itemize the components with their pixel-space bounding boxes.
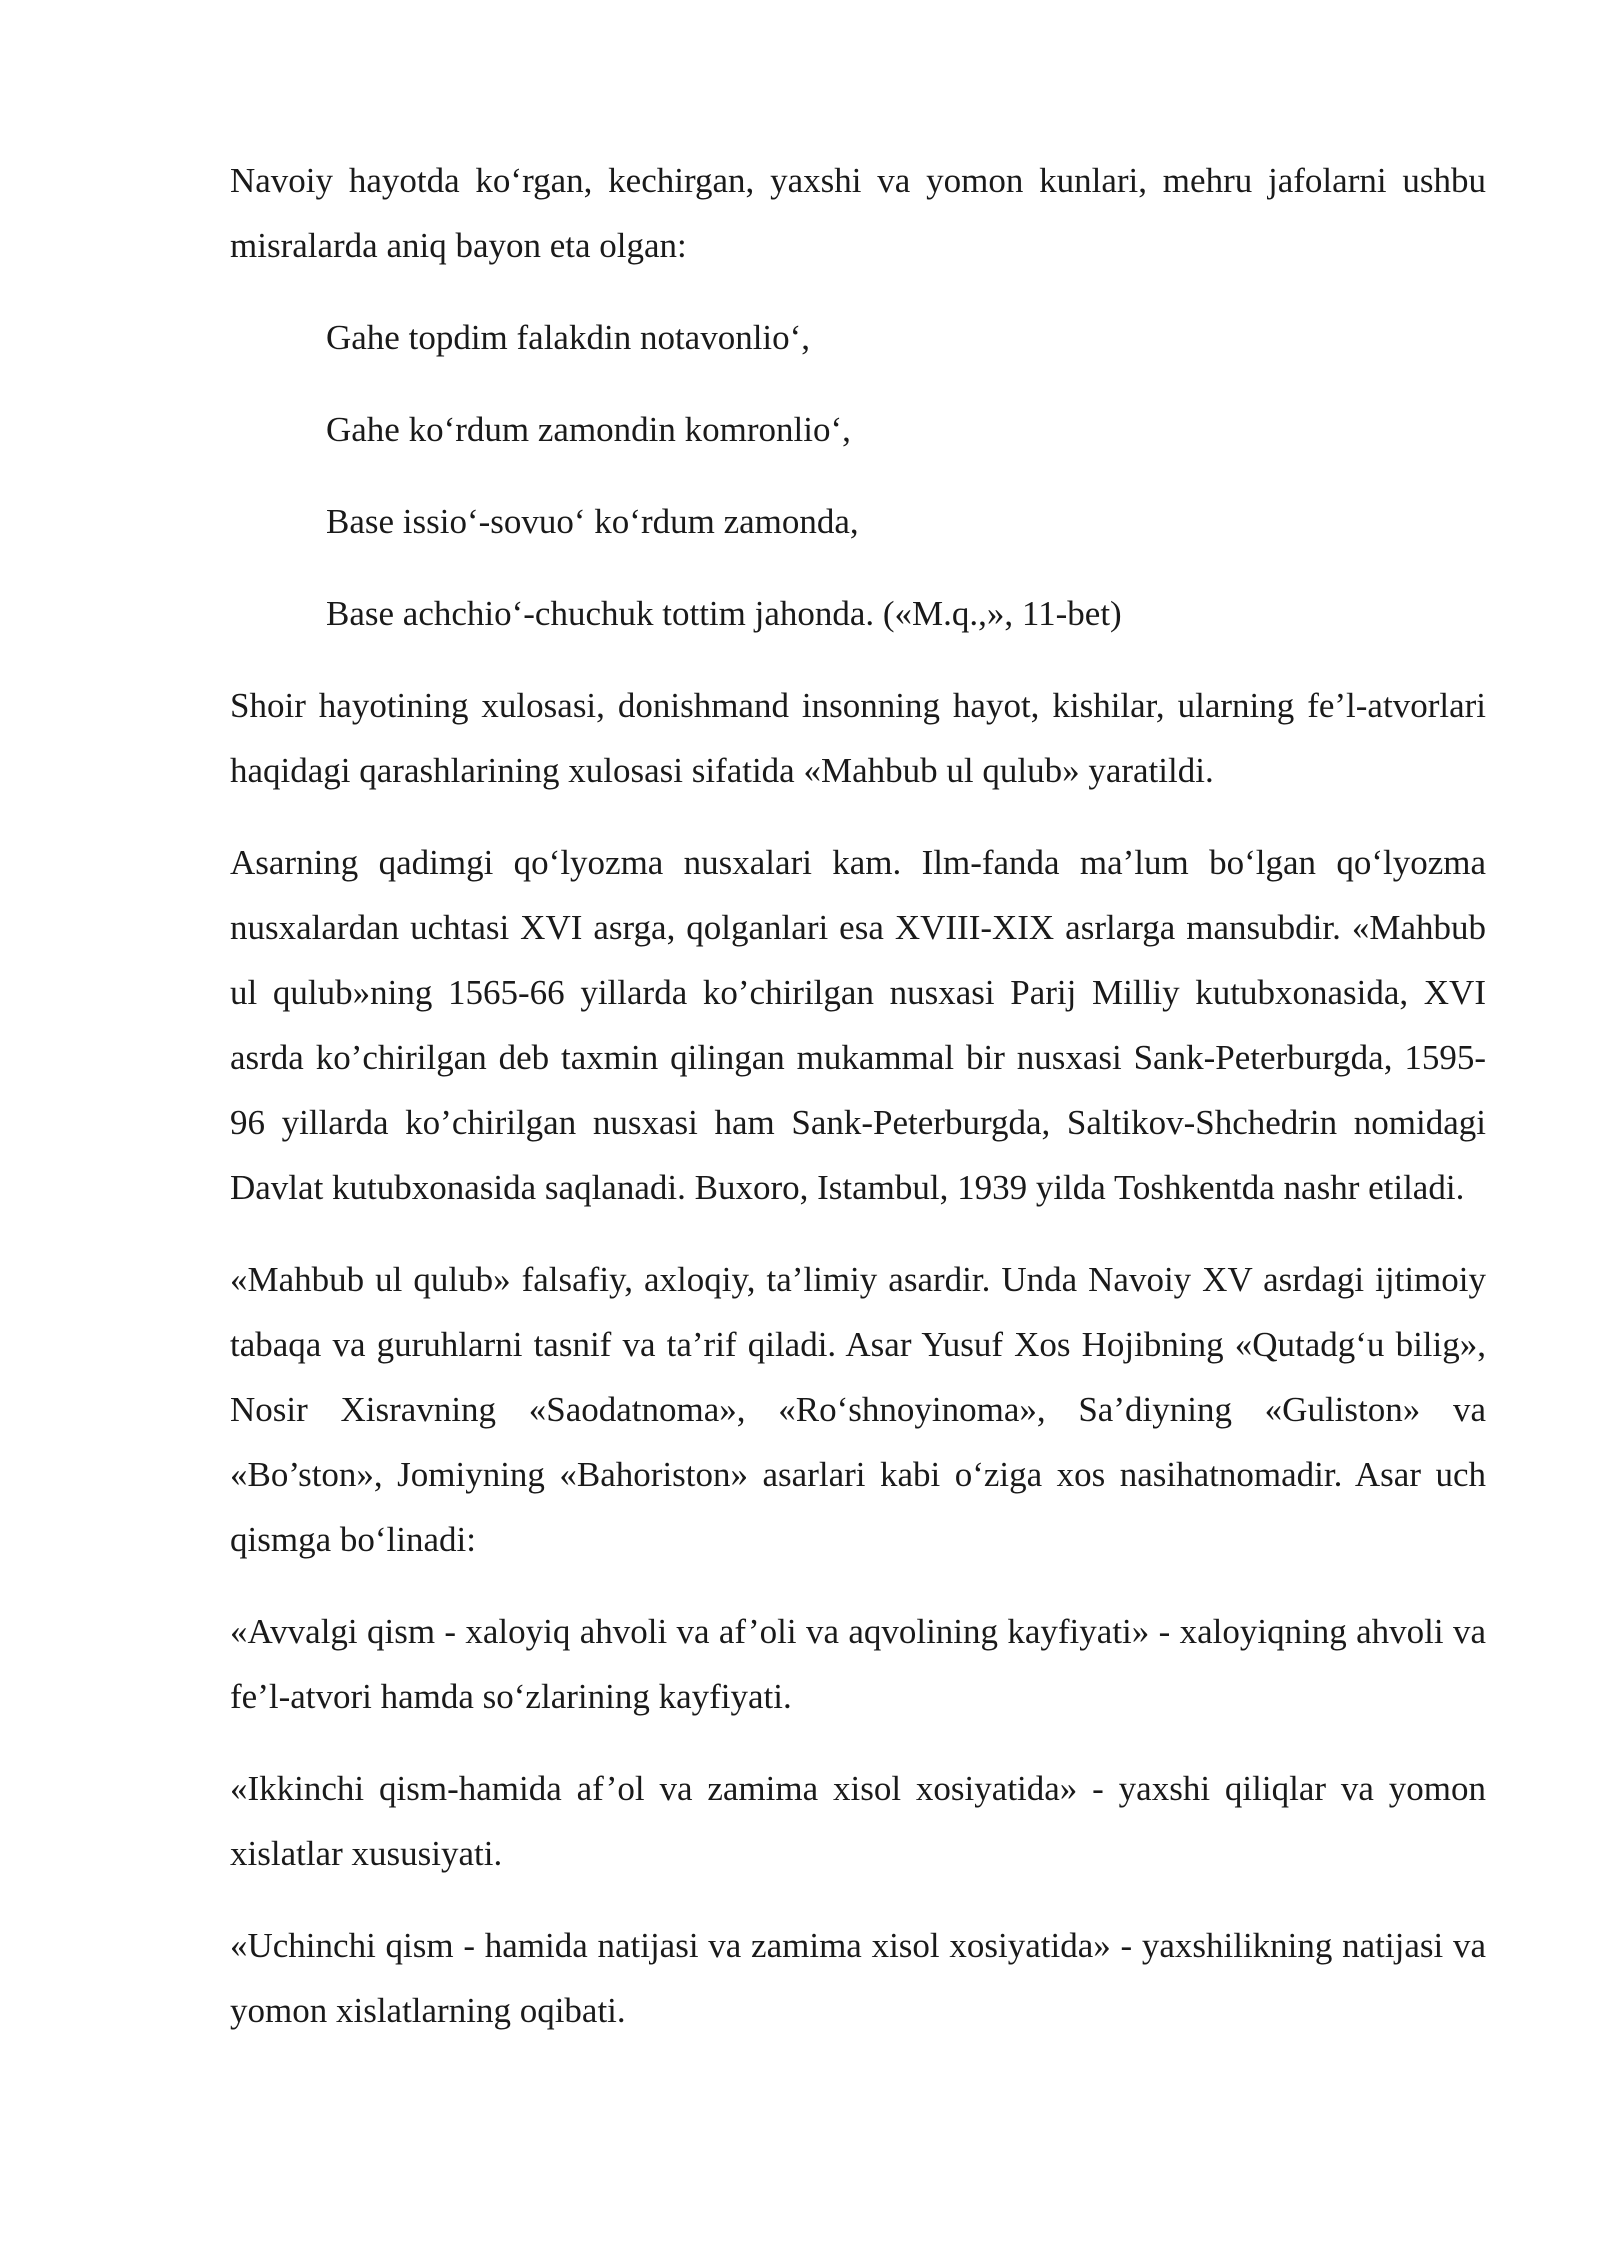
paragraph-part-three: «Uchinchi qism - hamida natijasi va zamima xisol xosiyatida» - yaxshilikning natijasi va yomon xislatlarning oqibati. — [230, 1926, 1486, 2030]
paragraph-summary: Shoir hayotining xulosasi, donishmand insonning hayot, kishilar, ularning fe’l-atvorlari haqidagi qarashlarining xulosasi sifatida «Mahbub ul qulub» yaratildi. — [230, 686, 1486, 790]
verse-line: Base achchio‘-chuchuk tottim jahonda. («M.q.,», 11-bet) — [326, 594, 1122, 633]
verse-line: Base issio‘-sovuo‘ ko‘rdum zamonda, — [326, 502, 859, 541]
paragraph-description: «Mahbub ul qulub» falsafiy, axloqiy, ta’limiy asardir. Unda Navoiy XV asrdagi ijtimoiy tabaqa va guruhlarni tasnif va ta’rif qiladi. Asar Yusuf Xos Hojibning «Qutadg‘u bilig», Nosir Xisravning «Saodatnoma», «Ro‘shnoyinoma», Sa’diyning «Guliston» va «Bo’ston», Jomiyning «Bahoriston» asarlari kabi o‘ziga xos nasihatnomadir. Asar uch qismga bo‘linadi: — [230, 1260, 1486, 1559]
paragraph-part-two: «Ikkinchi qism-hamida af’ol va zamima xisol xosiyatida» - yaxshi qiliqlar va yomon xislatlar xususiyati. — [230, 1769, 1486, 1873]
verse-block — [230, 305, 1486, 646]
document-page — [230, 148, 1486, 2070]
verse-line: Gahe ko‘rdum zamondin komronlio‘, — [326, 410, 851, 449]
paragraph-manuscripts: Asarning qadimgi qo‘lyozma nusxalari kam. Ilm-fanda ma’lum bo‘lgan qo‘lyozma nusxalardan uchtasi XVI asrga, qolganlari esa XVIII-XIX asrlarga mansubdir. «Mahbub ul qulub»ning 1565-66 yillarda ko’chirilgan nusxasi Parij Milliy kutubxonasida, XVI asrda ko’chirilgan deb taxmin qilingan mukammal bir nusxasi Sank-Peterburgda, 1595-96 yillarda ko’chirilgan nusxasi ham Sank-Peterburgda, Saltikov-Shchedrin nomidagi Davlat kutubxonasida saqlanadi. Buxoro, Istambul, 1939 yilda Toshkentda nashr etiladi. — [230, 843, 1486, 1207]
paragraph-part-one: «Avvalgi qism - xaloyiq ahvoli va af’oli va aqvolining kayfiyati» - xaloyiqning ahvoli va fe’l-atvori hamda so‘zlarining kayfiyati. — [230, 1612, 1486, 1716]
verse-line: Gahe topdim falakdin notavonlio‘, — [326, 318, 811, 357]
paragraph-intro: Navoiy hayotda ko‘rgan, kechirgan, yaxshi va yomon kunlari, mehru jafolarni ushbu misralarda aniq bayon eta olgan: — [230, 161, 1486, 265]
